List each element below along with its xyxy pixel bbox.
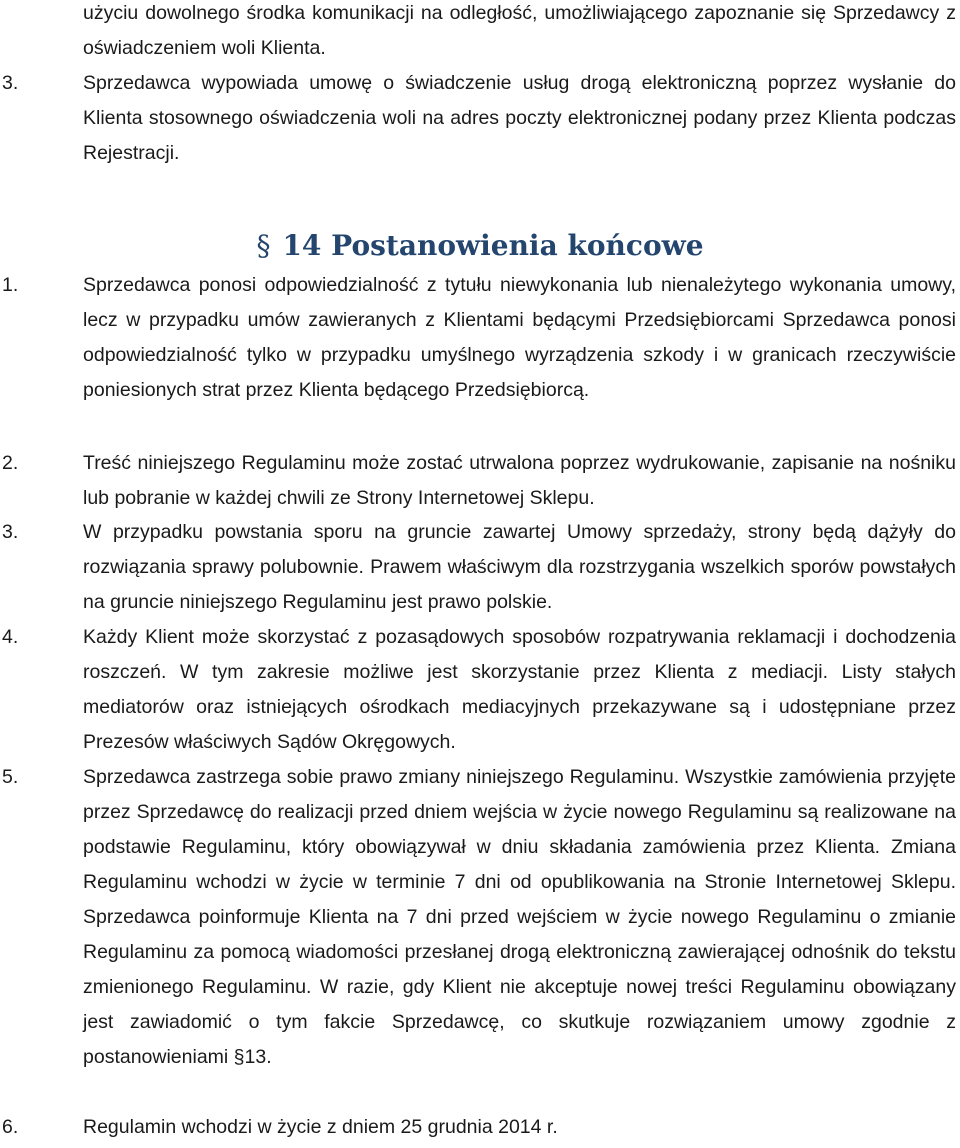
- list-item-number: 5.: [2, 766, 19, 788]
- list-item-text: W przypadku powstania sporu na gruncie zawartej Umowy sprzedaży, strony będą dążyły do rozwiązania sprawy polubownie. Prawem właściwym dla rozstrzygania wszelkich sporów powstałych na gruncie niniejszego Regulaminu jest prawo polskie.: [83, 521, 956, 613]
- section-symbol: §: [256, 229, 271, 262]
- list-item-text: Treść niniejszego Regulaminu może zostać utrwalona poprzez wydrukowanie, zapisanie na nośniku lub pobranie w każdej chwili ze Strony Internetowej Sklepu.: [83, 452, 956, 509]
- list-item-text: użyciu dowolnego środka komunikacji na odległość, umożliwiającego zapoznanie się Sprzedawcy z oświadczeniem woli Klienta.: [83, 2, 956, 59]
- list-item-number: 2.: [2, 452, 19, 474]
- list-item-text: Każdy Klient może skorzystać z pozasądowych sposobów rozpatrywania reklamacji i dochodzenia roszczeń. W tym zakresie możliwe jest skorzystanie przez Klienta z mediacji. Listy stałych mediatorów oraz istniejących ośrodkach mediacyjnych przekazywane są i udostępniane przez Prezesów właściwych Sądów Okręgowych.: [83, 626, 956, 753]
- list-item-number: 1.: [2, 274, 19, 296]
- list-item-text: Regulamin wchodzi w życie z dniem 25 grudnia 2014 r.: [83, 1116, 558, 1138]
- list-item-number: 6.: [2, 1116, 19, 1138]
- list-item-text: Sprzedawca wypowiada umowę o świadczenie usług drogą elektroniczną poprzez wysłanie do Klienta stosownego oświadczenia woli na adres poczty elektronicznej podany przez Klienta podczas Rejestracji.: [83, 72, 956, 164]
- section-heading: [0, 226, 960, 266]
- list-item-text: Sprzedawca ponosi odpowiedzialność z tytułu niewykonania lub nienależytego wykonania umowy, lecz w przypadku umów zawieranych z Klientami będącymi Przedsiębiorcami Sprzedawca ponosi odpowiedzialność tylko w przypadku umyślnego wyrządzenia szkody i w granicach rzeczywiście poniesionych strat przez Klienta będącego Przedsiębiorcą.: [83, 274, 956, 401]
- section-title: 14 Postanowienia końcowe: [282, 229, 704, 262]
- list-item-text: Sprzedawca zastrzega sobie prawo zmiany niniejszego Regulaminu. Wszystkie zamówienia przyjęte przez Sprzedawcę do realizacji przed dniem wejścia w życie nowego Regulaminu są realizowane na podstawie Regulaminu, który obowiązywał w dniu składania zamówienia przez Klienta. Zmiana Regulaminu wchodzi w życie w terminie 7 dni od opublikowania na Stronie Internetowej Sklepu. Sprzedawca poinformuje Klienta na 7 dni przed wejściem w życie nowego Regulaminu o zmianie Regulaminu za pomocą wiadomości przesłanej drogą elektroniczną zawierającej odnośnik do tekstu zmienionego Regulaminu. W razie, gdy Klient nie akceptuje nowej treści Regulaminu obowiązany jest zawiadomić o tym fakcie Sprzedawcę, co skutkuje rozwiązaniem umowy zgodnie z postanowieniami §13.: [83, 766, 956, 1068]
- list-item-number: 4.: [2, 626, 19, 648]
- list-item-number: 3.: [2, 521, 19, 543]
- list-item-number: 3.: [2, 72, 19, 94]
